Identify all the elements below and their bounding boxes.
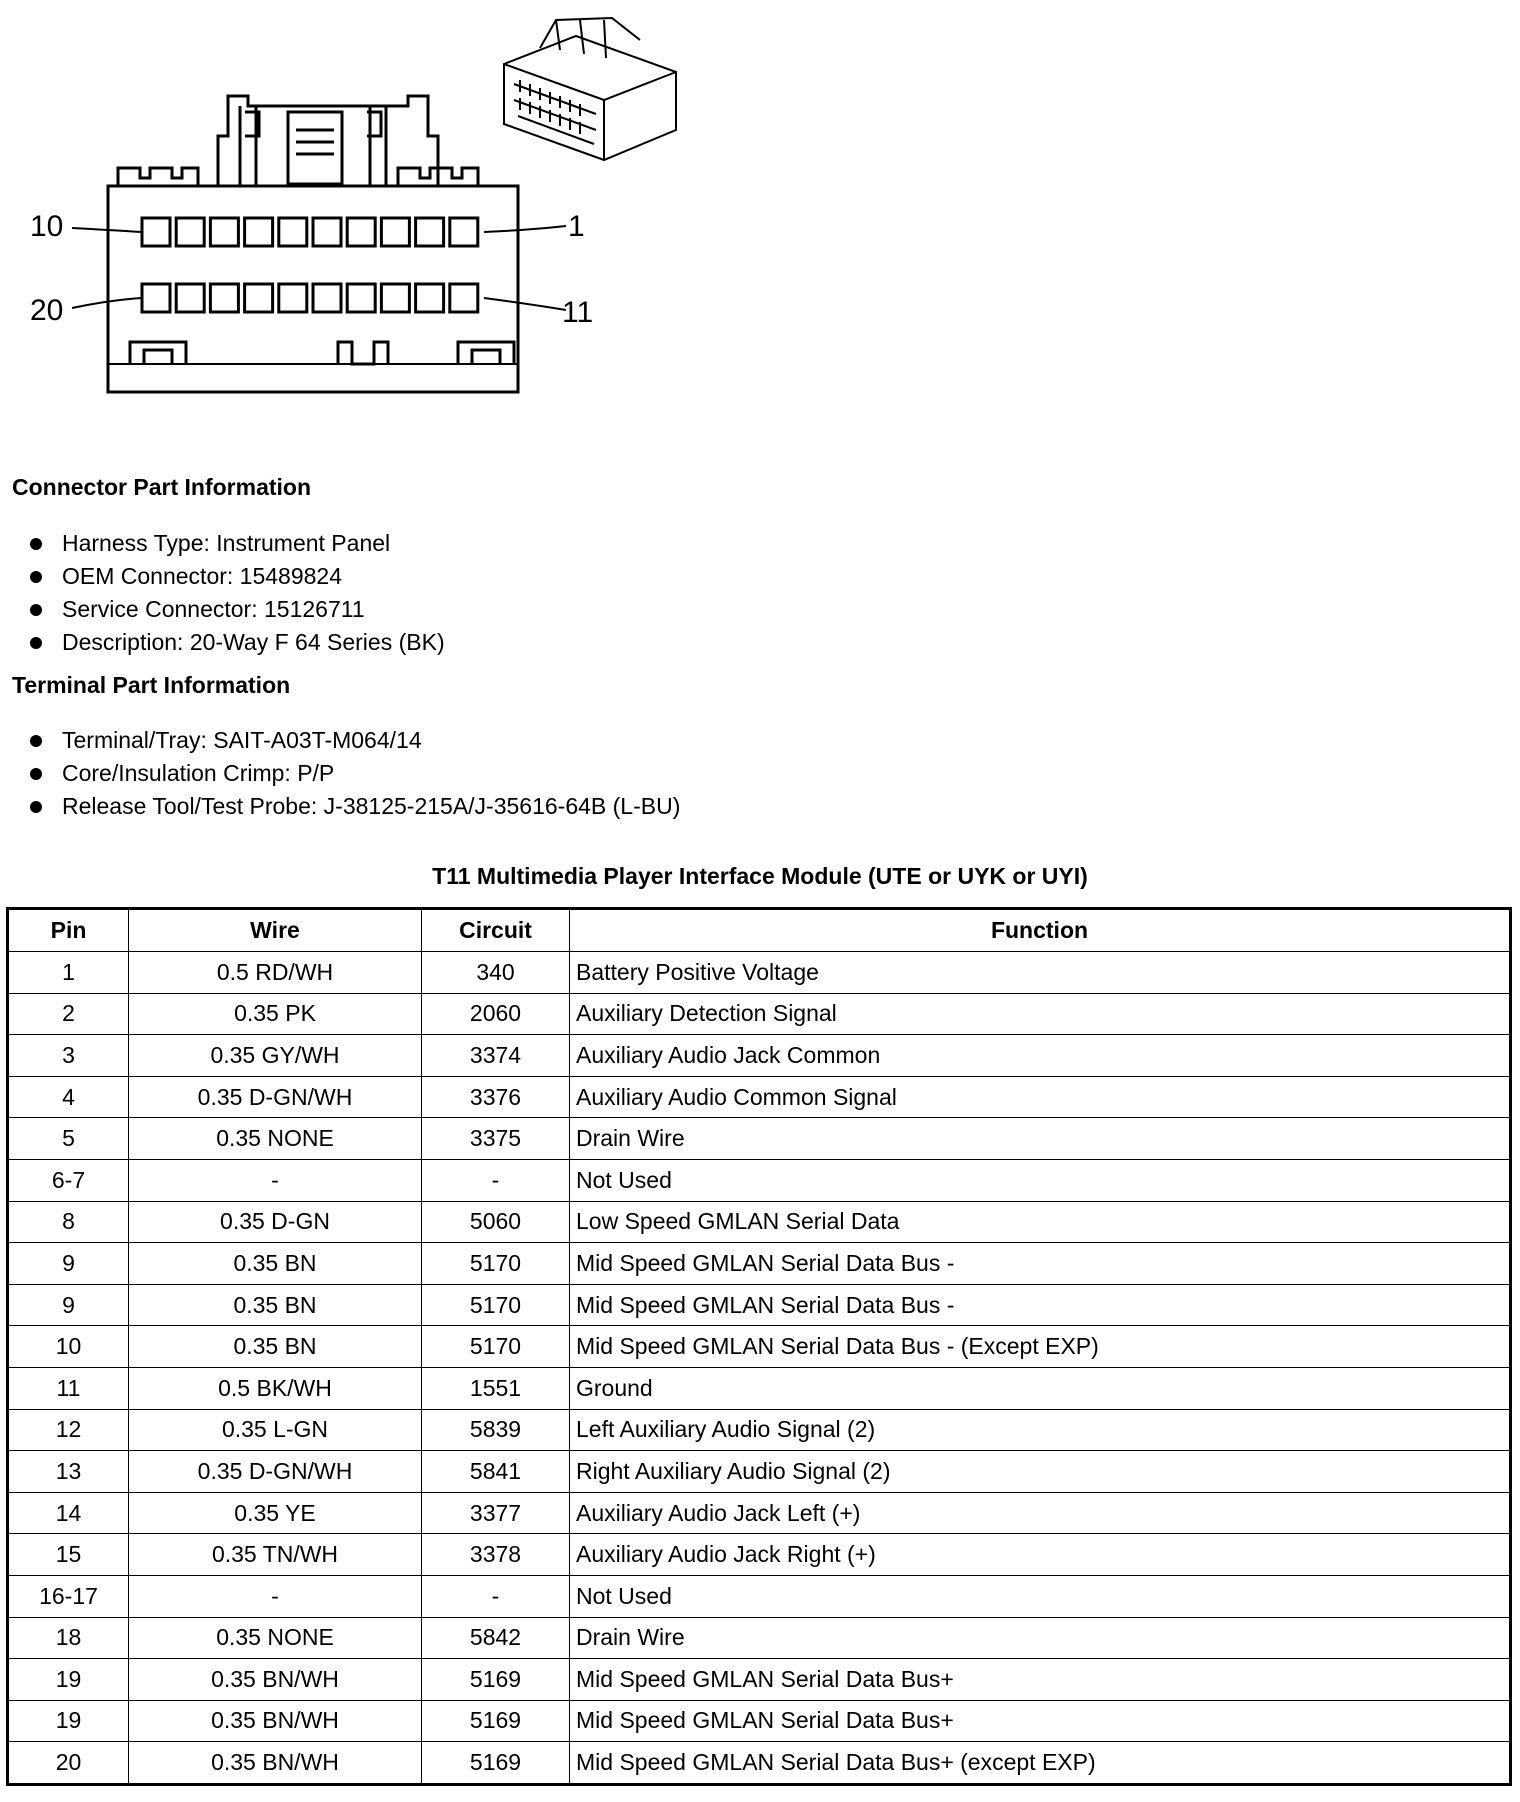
leader-pin-11 [484,298,566,310]
cell-circuit: 3375 [422,1118,570,1160]
cell-wire: 0.5 RD/WH [129,952,422,994]
cell-circuit: 5169 [422,1659,570,1701]
cell-function: Mid Speed GMLAN Serial Data Bus - [570,1243,1511,1285]
pin-cavity [210,218,238,246]
cell-circuit: 3374 [422,1035,570,1077]
cell-wire: 0.35 TN/WH [129,1534,422,1576]
connector-lock-arms [245,112,381,136]
pin-cavity [347,284,375,312]
label-pin-11: 11 [562,296,594,329]
table-row [8,1201,1511,1243]
table-row [8,1534,1511,1576]
cell-function: Auxiliary Audio Jack Common [570,1035,1511,1077]
cell-wire: 0.35 L-GN [129,1409,422,1451]
pin-cavity [450,284,478,312]
cell-circuit: - [422,1575,570,1617]
header-circuit: Circuit [422,909,570,952]
bullet-icon [30,604,42,616]
cell-wire: 0.35 D-GN/WH [129,1451,422,1493]
cell-wire: 0.35 BN [129,1243,422,1285]
pin-cavity [279,284,307,312]
cell-function: Mid Speed GMLAN Serial Data Bus - (Except EXP) [570,1326,1511,1368]
table-row [8,1409,1511,1451]
cell-pin: 9 [8,1284,129,1326]
cell-function: Not Used [570,1159,1511,1201]
cell-circuit: 5169 [422,1742,570,1785]
pin-cavity [416,284,444,312]
cell-function: Mid Speed GMLAN Serial Data Bus+ [570,1659,1511,1701]
cell-function: Auxiliary Audio Jack Right (+) [570,1534,1511,1576]
cell-circuit: 3376 [422,1076,570,1118]
cell-function: Mid Speed GMLAN Serial Data Bus+ (except EXP) [570,1742,1511,1785]
cell-function: Left Auxiliary Audio Signal (2) [570,1409,1511,1451]
pin-cavity [245,284,273,312]
cell-function: Drain Wire [570,1617,1511,1659]
cell-wire: 0.5 BK/WH [129,1367,422,1409]
cell-pin: 1 [8,952,129,994]
cell-pin: 9 [8,1243,129,1285]
list-item-text: Release Tool/Test Probe: J-38125-215A/J-35616-64B (L-BU) [62,793,681,819]
pin-cavity [142,218,170,246]
list-item [28,593,445,626]
cell-wire: 0.35 BN [129,1326,422,1368]
cell-pin: 6-7 [8,1159,129,1201]
label-pin-1: 1 [568,210,585,243]
list-item-text: OEM Connector: 15489824 [62,563,343,589]
cell-pin: 11 [8,1367,129,1409]
cell-wire: 0.35 BN/WH [129,1700,422,1742]
list-item-text: Service Connector: 15126711 [62,596,365,622]
cell-function: Ground [570,1367,1511,1409]
pinout-table [6,907,1512,1786]
cell-circuit: 5839 [422,1409,570,1451]
cell-wire: 0.35 PK [129,993,422,1035]
cell-circuit: 5170 [422,1243,570,1285]
terminal-info-list [28,724,680,823]
cell-wire: - [129,1575,422,1617]
leader-pin-1 [484,226,566,232]
pin-cavity [176,218,204,246]
bullet-icon [30,801,42,813]
cell-circuit: 5170 [422,1284,570,1326]
cell-circuit: 3378 [422,1534,570,1576]
list-item [28,724,680,757]
pin-row-top [142,218,478,246]
table-row [8,1617,1511,1659]
cell-pin: 3 [8,1035,129,1077]
label-pin-10: 10 [30,210,64,243]
cell-pin: 19 [8,1659,129,1701]
cell-wire: 0.35 NONE [129,1617,422,1659]
bullet-icon [30,768,42,780]
cell-pin: 18 [8,1617,129,1659]
cell-circuit: 5842 [422,1617,570,1659]
cell-circuit: - [422,1159,570,1201]
cell-pin: 8 [8,1201,129,1243]
table-row [8,1451,1511,1493]
pin-cavity [142,284,170,312]
pin-cavity [450,218,478,246]
cell-pin: 4 [8,1076,129,1118]
pin-cavity [313,284,341,312]
pin-cavity [245,218,273,246]
table-row [8,993,1511,1035]
list-item-text: Terminal/Tray: SAIT-A03T-M064/14 [62,727,422,753]
cell-function: Mid Speed GMLAN Serial Data Bus+ [570,1700,1511,1742]
list-item [28,790,680,823]
cell-circuit: 340 [422,952,570,994]
connector-info-title: Connector Part Information [12,474,312,500]
cell-pin: 16-17 [8,1575,129,1617]
cell-function: Right Auxiliary Audio Signal (2) [570,1451,1511,1493]
cell-function: Not Used [570,1575,1511,1617]
cell-circuit: 1551 [422,1367,570,1409]
list-item-text: Core/Insulation Crimp: P/P [62,760,335,786]
cell-wire: 0.35 D-GN [129,1201,422,1243]
cell-circuit: 3377 [422,1492,570,1534]
header-pin: Pin [8,909,129,952]
cell-function: Auxiliary Audio Jack Left (+) [570,1492,1511,1534]
terminal-info-title: Terminal Part Information [12,672,291,698]
table-title: T11 Multimedia Player Interface Module (UTE or UYK or UYI) [432,863,1088,889]
table-row [8,1326,1511,1368]
pin-cavity [279,218,307,246]
pin-cavity [347,218,375,246]
cell-wire: 0.35 BN [129,1284,422,1326]
table-row [8,1700,1511,1742]
cell-function: Drain Wire [570,1118,1511,1160]
cell-pin: 13 [8,1451,129,1493]
bullet-icon [30,538,42,550]
connector-diagram [0,0,720,410]
connector-3d-illustration [504,18,676,160]
cell-function: Low Speed GMLAN Serial Data [570,1201,1511,1243]
cell-pin: 2 [8,993,129,1035]
table-row [8,1742,1511,1785]
connector-info-list [28,527,445,659]
cell-wire: 0.35 GY/WH [129,1035,422,1077]
cell-wire: 0.35 D-GN/WH [129,1076,422,1118]
list-item [28,626,445,659]
bullet-icon [30,637,42,649]
header-function: Function [570,909,1511,952]
cell-function: Auxiliary Detection Signal [570,993,1511,1035]
cell-circuit: 5841 [422,1451,570,1493]
cell-pin: 5 [8,1118,129,1160]
table-row [8,1659,1511,1701]
cell-circuit: 5170 [422,1326,570,1368]
table-row [8,1076,1511,1118]
table-row [8,1243,1511,1285]
table-row [8,1492,1511,1534]
cell-wire: - [129,1159,422,1201]
connector-bottom-keys [130,342,514,364]
header-wire: Wire [129,909,422,952]
cell-wire: 0.35 YE [129,1492,422,1534]
table-row [8,1118,1511,1160]
table-row [8,1159,1511,1201]
cell-pin: 12 [8,1409,129,1451]
table-row [8,1575,1511,1617]
cell-wire: 0.35 BN/WH [129,1659,422,1701]
table-row [8,1035,1511,1077]
table-header-row [8,909,1511,952]
cell-pin: 19 [8,1700,129,1742]
cell-wire: 0.35 BN/WH [129,1742,422,1785]
pin-cavity [313,218,341,246]
cell-function: Battery Positive Voltage [570,952,1511,994]
list-item-text: Harness Type: Instrument Panel [62,530,391,556]
table-row [8,1284,1511,1326]
label-pin-20: 20 [30,294,64,327]
cell-pin: 14 [8,1492,129,1534]
pin-cavity [381,218,409,246]
table-row [8,1367,1511,1409]
pin-row-bottom [142,284,478,312]
cell-circuit: 5060 [422,1201,570,1243]
list-item-text: Description: 20-Way F 64 Series (BK) [62,629,445,655]
pin-cavity [416,218,444,246]
list-item [28,757,680,790]
cell-function: Auxiliary Audio Common Signal [570,1076,1511,1118]
table-row [8,952,1511,994]
pin-cavity [210,284,238,312]
cell-circuit: 2060 [422,993,570,1035]
cell-circuit: 5169 [422,1700,570,1742]
pin-cavity [381,284,409,312]
cell-pin: 20 [8,1742,129,1785]
bullet-icon [30,735,42,747]
connector-lock-tower [218,96,438,186]
cell-pin: 10 [8,1326,129,1368]
pin-cavity [176,284,204,312]
cell-function: Mid Speed GMLAN Serial Data Bus - [570,1284,1511,1326]
bullet-icon [30,571,42,583]
list-item [28,527,445,560]
cell-wire: 0.35 NONE [129,1118,422,1160]
cell-pin: 15 [8,1534,129,1576]
list-item [28,560,445,593]
